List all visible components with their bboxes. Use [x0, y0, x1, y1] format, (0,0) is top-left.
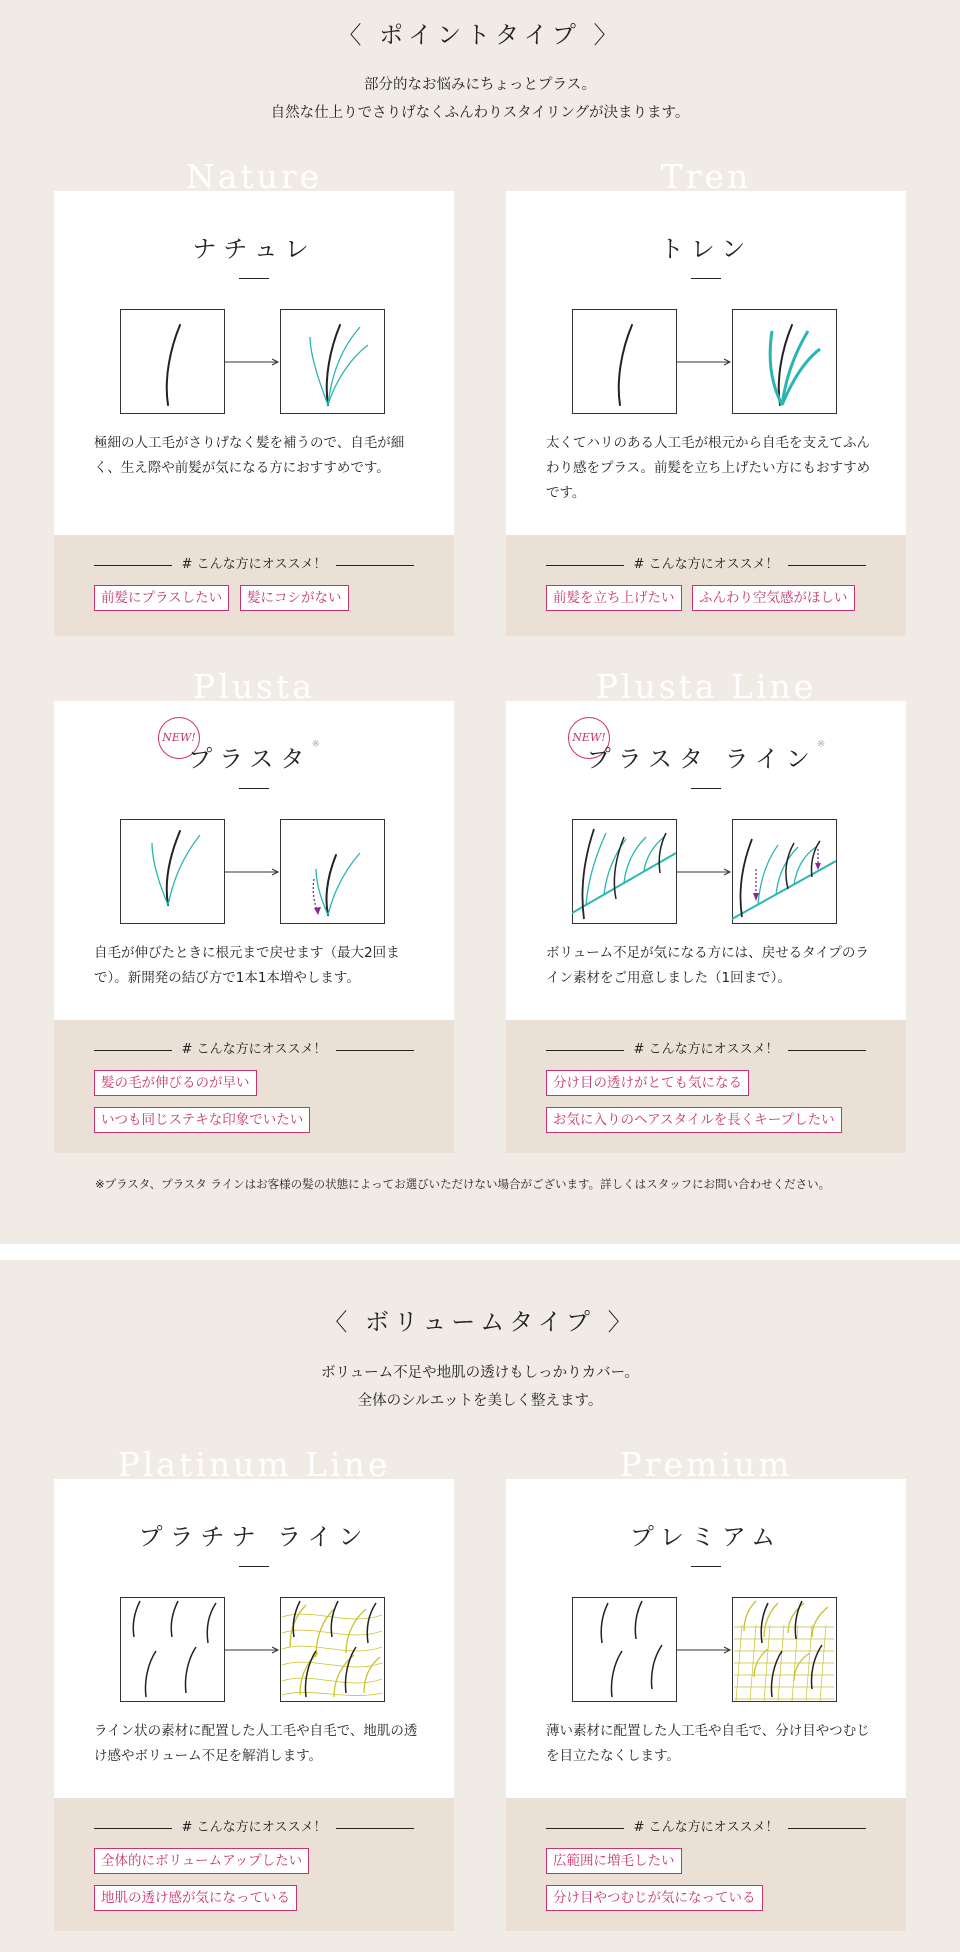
divider [788, 1828, 866, 1829]
new-badge: NEW! [158, 717, 200, 759]
lead-line-1: 部分的なお悩みにちょっとプラス。 [364, 77, 596, 93]
card-name-text: トレン [659, 235, 753, 263]
title-underline [239, 788, 269, 789]
card-name-text: ナチュレ [192, 235, 316, 263]
recommend-box [54, 1020, 454, 1153]
section-divider [0, 1244, 960, 1260]
divider [336, 565, 414, 566]
card-name-text: プレミアム [629, 1523, 783, 1551]
recommend-heading [546, 558, 866, 572]
recommend-tag: 前髪にプラスしたい [94, 585, 229, 611]
recommend-heading-text: # こんな方にオススメ！ [633, 557, 779, 572]
new-badge: NEW! [568, 717, 610, 759]
before-box [121, 310, 225, 414]
recommend-box [54, 1798, 454, 1931]
before-box [573, 820, 677, 924]
recommend-tag: お気に入りのヘアスタイルを長くキープしたい [546, 1107, 842, 1133]
footnote: ※プラスタ、プラスタ ラインはお客様の髪の状態によってお選びいただけない場合がございます。詳しくはスタッフにお問い合わせください。 [95, 1177, 831, 1191]
card-tren [506, 157, 906, 636]
card-description: 太くてハリのある人工毛が根元から自毛を支えてふんわり感をプラス。前髪を立ち上げたい方にもおすすめです。 [546, 435, 871, 501]
card-bg-word: Tren [660, 157, 752, 196]
before-box [573, 310, 677, 414]
after-box [281, 310, 385, 414]
recommend-heading [546, 1821, 866, 1835]
recommend-box [506, 1798, 906, 1931]
title-underline [691, 788, 721, 789]
before-box [121, 820, 225, 924]
hair-diagram-plusta-line [572, 819, 838, 925]
card-bg-word: Platinum Line [117, 1445, 391, 1484]
divider [788, 1050, 866, 1051]
recommend-heading [546, 1043, 866, 1057]
divider [336, 1828, 414, 1829]
card-name [54, 1517, 454, 1552]
card-name [54, 739, 454, 774]
card-name [506, 739, 906, 774]
hair-diagram-premium [572, 1597, 838, 1703]
before-box [121, 1598, 225, 1702]
recommend-tag: ふんわり空気感がほしい [692, 585, 855, 611]
recommend-tag: 広範囲に増毛したい [546, 1848, 682, 1874]
card-description: 自毛が伸びたときに根元まで戻せます（最大2回まで）。新開発の結び方で1本1本増やします。 [94, 945, 400, 986]
recommend-heading-text: # こんな方にオススメ！ [633, 1042, 779, 1057]
point-type-title: 〈 ポイントタイプ 〉 [337, 21, 623, 49]
volume-type-lead [0, 1359, 960, 1415]
card-description: 薄い素材に配置した人工毛や自毛で、分け目やつむじを目立たなくします。 [546, 1723, 870, 1764]
recommend-tag: 髪の毛が伸びるのが早い [94, 1070, 257, 1096]
recommend-heading-text: # こんな方にオススメ！ [633, 1820, 779, 1835]
volume-type-section [0, 1260, 960, 1952]
footnote-mark: ※ [816, 739, 826, 750]
card-description: ライン状の素材に配置した人工毛や自毛で、地肌の透け感やボリューム不足を解消します。 [94, 1723, 418, 1764]
card-name [506, 229, 906, 264]
hair-diagram-platinum-line [120, 1597, 386, 1703]
after-box [281, 820, 385, 924]
recommend-heading [94, 1821, 414, 1835]
title-underline [691, 1566, 721, 1567]
lead-line-2: 自然な仕上りでさりげなくふんわりスタイリングが決まります。 [270, 105, 690, 121]
card-name [54, 229, 454, 264]
title-underline [239, 278, 269, 279]
recommend-box [506, 535, 906, 636]
card-description: 極細の人工毛がさりげなく髪を補うので、自毛が細く、生え際や前髪が気になる方におすすめです。 [94, 435, 405, 476]
recommend-box [506, 1020, 906, 1153]
card-premium [506, 1445, 906, 1931]
card-name [506, 1517, 906, 1552]
point-type-lead [0, 71, 960, 127]
title-underline [239, 1566, 269, 1567]
lead-line-2: 全体のシルエットを美しく整えます。 [357, 1393, 603, 1409]
divider [336, 1050, 414, 1051]
recommend-heading-text: # こんな方にオススメ！ [181, 1820, 327, 1835]
hair-diagram-nature [120, 309, 386, 415]
card-name-text: プラスタ ライン [586, 745, 817, 773]
footnote-mark: ※ [311, 739, 320, 750]
recommend-tag: 分け目の透けがとても気になる [546, 1070, 749, 1096]
before-box [573, 1598, 677, 1702]
recommend-heading-text: # こんな方にオススメ！ [181, 1042, 327, 1057]
volume-type-title: 〈 ボリュームタイプ 〉 [323, 1308, 637, 1336]
card-platinum-line [54, 1445, 454, 1931]
after-box [281, 1598, 385, 1702]
divider [788, 565, 866, 566]
recommend-tag: 地肌の透け感が気になっている [94, 1885, 297, 1911]
recommend-tag: 全体的にボリュームアップしたい [94, 1848, 309, 1874]
hair-diagram-tren [572, 309, 838, 415]
card-description: ボリューム不足が気になる方には、戻せるタイプのライン素材をご用意しました（1回まで）。 [546, 945, 869, 986]
after-box [733, 820, 837, 924]
card-name-text: プラチナ ライン [138, 1523, 370, 1551]
recommend-tag: いつも同じステキな印象でいたい [94, 1107, 310, 1133]
hair-diagram-plusta [120, 819, 386, 925]
lead-line-1: ボリューム不足や地肌の透けもしっかりカバー。 [321, 1365, 639, 1381]
recommend-heading [94, 1043, 414, 1057]
card-name-text: プラスタ [188, 745, 312, 773]
card-bg-word: Plusta Line [595, 667, 817, 706]
recommend-heading [94, 558, 414, 572]
recommend-tag: 前髪を立ち上げたい [546, 585, 682, 611]
card-nature [54, 157, 454, 636]
card-plusta-line [506, 667, 906, 1153]
recommend-tag: 髪にコシがない [240, 585, 349, 611]
card-bg-word: Nature [185, 157, 323, 196]
card-bg-word: Premium [619, 1445, 793, 1484]
recommend-box [54, 535, 454, 636]
title-underline [691, 278, 721, 279]
card-plusta [54, 667, 454, 1153]
recommend-tag: 分け目やつむじが気になっている [546, 1885, 763, 1911]
recommend-heading-text: # こんな方にオススメ！ [181, 557, 327, 572]
card-bg-word: Plusta [193, 667, 315, 706]
